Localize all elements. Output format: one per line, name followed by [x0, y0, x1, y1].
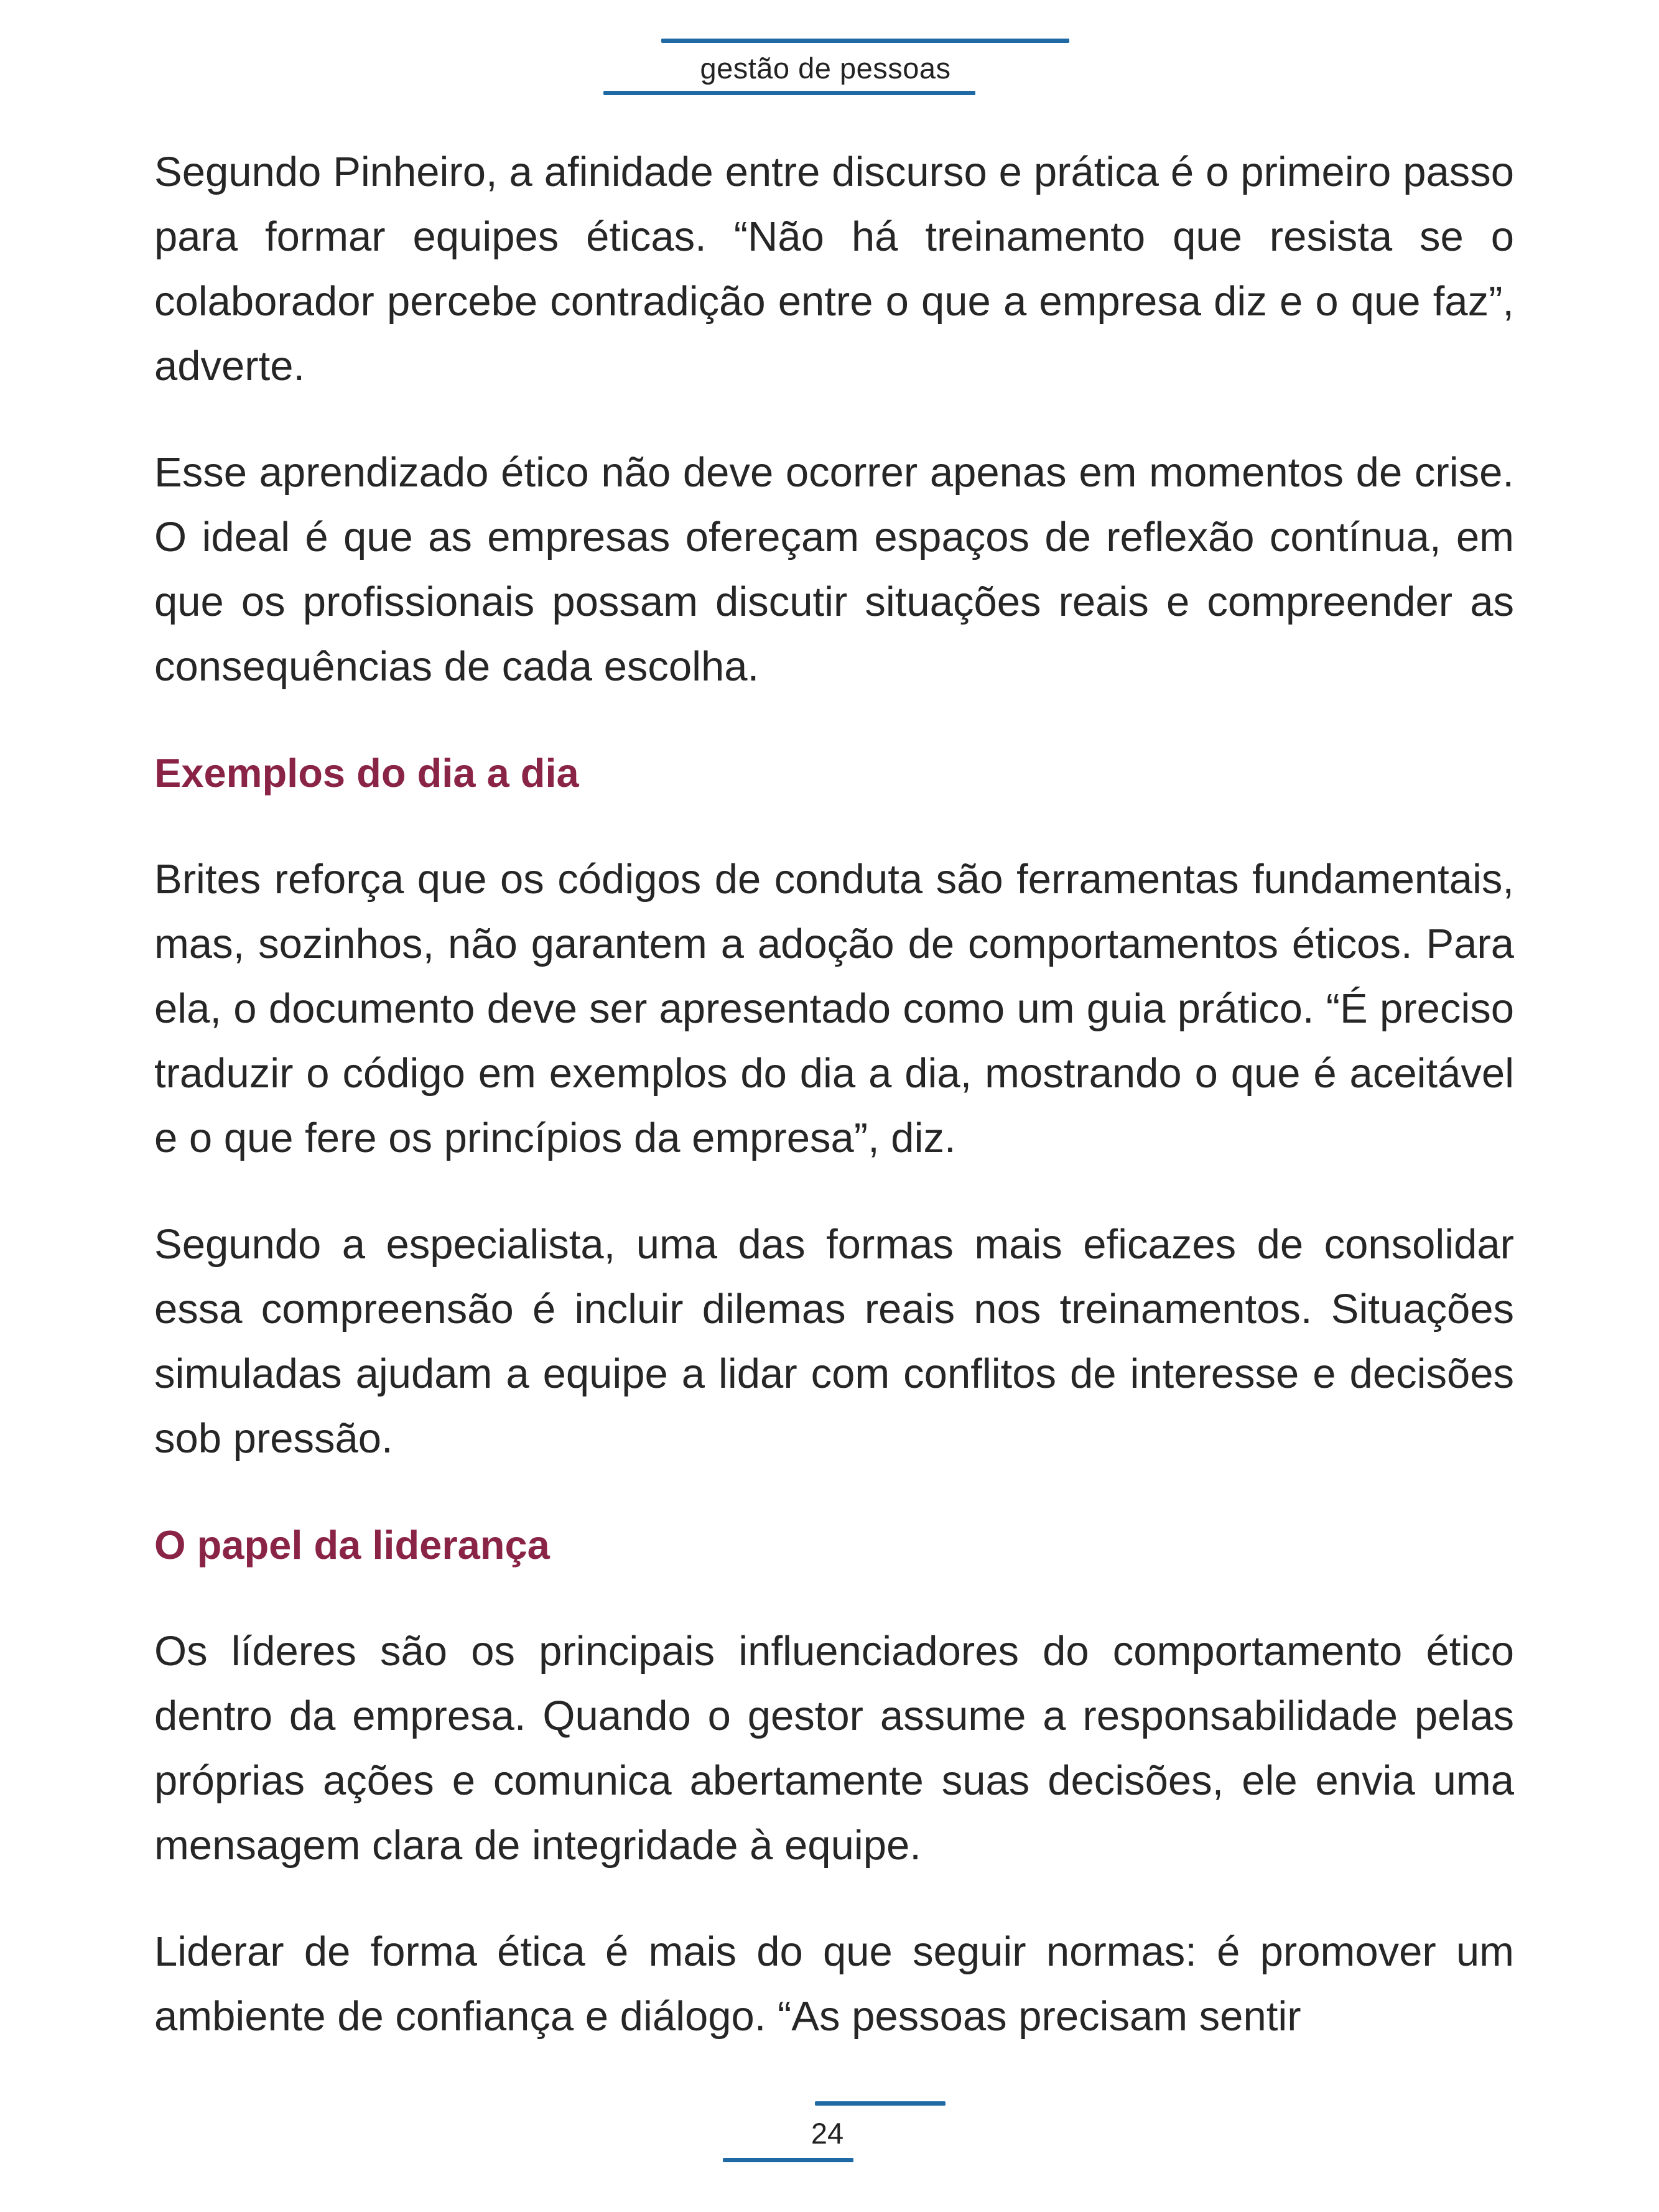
- footer-rule-top: [815, 2101, 946, 2106]
- paragraph-5: Os líderes são os principais influenciadores do comportamento ético dentro da empresa. Quando o gestor assume a responsabilidade pelas próprias ações e comunica abertamente suas decisões, ele envia uma mensagem clara de integridade à equipe.: [154, 1628, 1514, 1869]
- paragraph-2: Esse aprendizado ético não deve ocorrer apenas em momentos de crise. O ideal é que as empresas ofereçam espaços de reflexão contínua, em que os profissionais possam discutir situações reais e compreender as consequências de cada escolha.: [154, 449, 1514, 690]
- paragraph-3: Brites reforça que os códigos de conduta são ferramentas fundamentais, mas, sozinhos, não garantem a adoção de comportamentos éticos. Para ela, o documento deve ser apresentado como um guia prático. “É preciso traduzir o código em exemplos do dia a dia, mostrando o que é aceitável e o que fere os princípios da empresa”, diz.: [154, 856, 1514, 1161]
- section-heading-exemplos: Exemplos do dia a dia: [154, 750, 579, 796]
- footer-rule-bottom: [723, 2158, 853, 2162]
- paragraph-6: Liderar de forma ética é mais do que seguir normas: é promover um ambiente de confiança e diálogo. “As pessoas precisam sentir: [154, 1928, 1514, 2040]
- page-header: [0, 0, 1659, 100]
- paragraph-4: Segundo a especialista, uma das formas mais eficazes de consolidar essa compreensão é incluir dilemas reais nos treinamentos. Situações simuladas ajudam a equipe a lidar com conflitos de interesse e decisões sob pressão.: [154, 1221, 1514, 1462]
- header-rule-bottom: [603, 91, 975, 95]
- section-heading-lideranca: O papel da liderança: [154, 1522, 550, 1568]
- page-number: 24: [811, 2117, 844, 2150]
- paragraph-1: Segundo Pinheiro, a afinidade entre discurso e prática é o primeiro passo para formar equipes éticas. “Não há treinamento que resista se o colaborador percebe contradição entre o que a empresa diz e o que faz”, adverte.: [154, 149, 1514, 389]
- header-rule-top: [661, 39, 1069, 43]
- section-label: gestão de pessoas: [700, 52, 951, 85]
- article-body: [154, 140, 1514, 2091]
